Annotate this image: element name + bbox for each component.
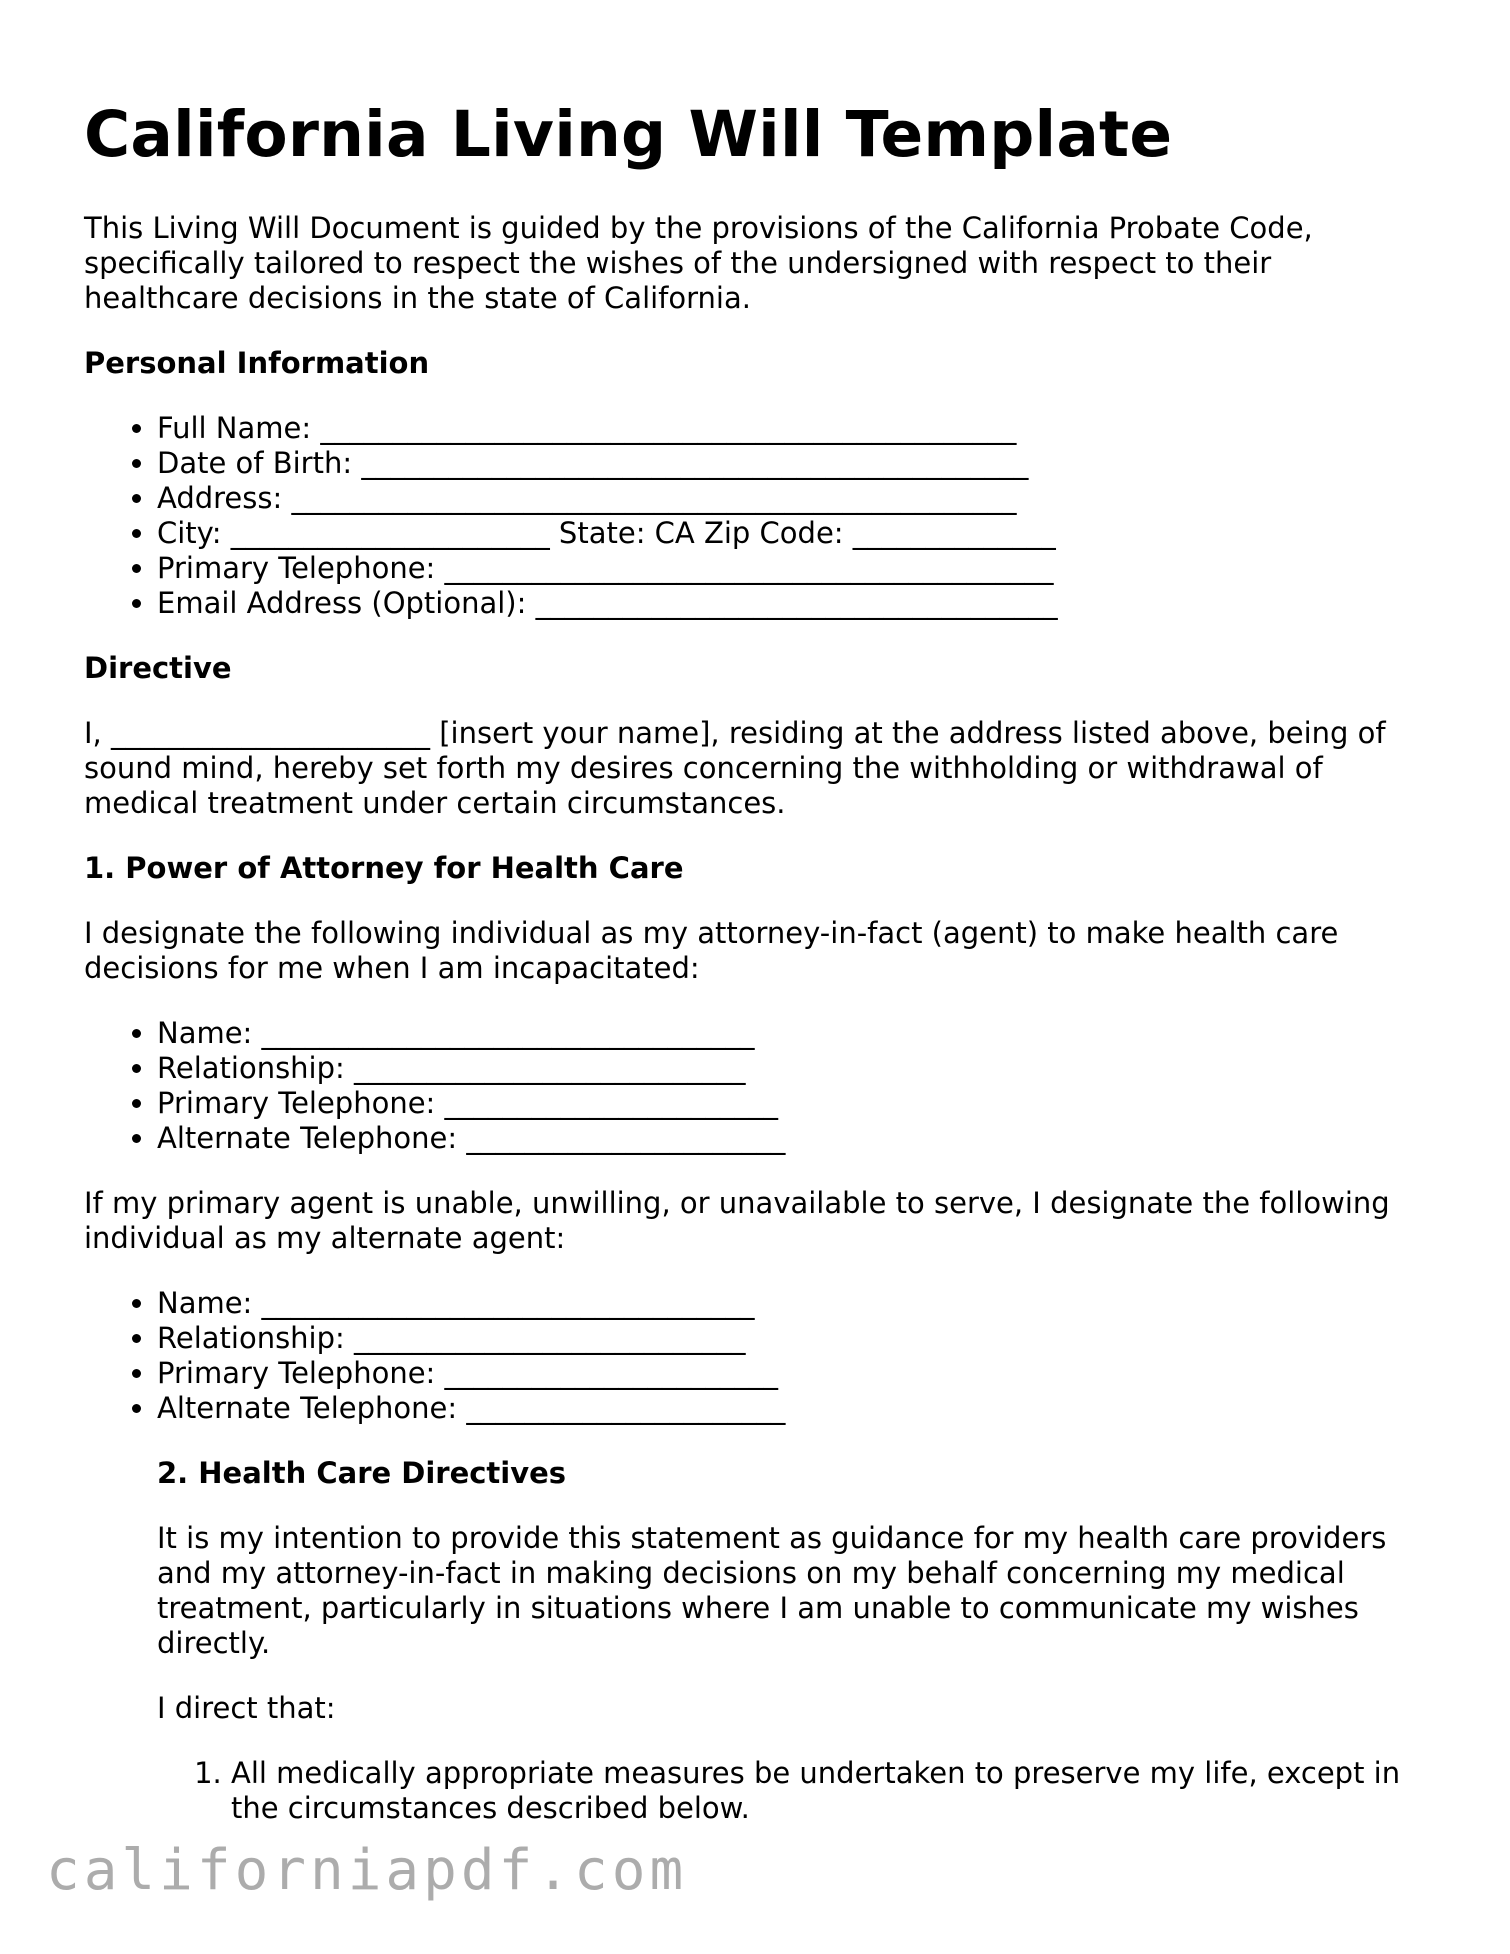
- agent-primary-telephone-field[interactable]: • Primary Telephone: _______________________: [157, 1086, 1434, 1121]
- section2-paragraph: It is my intention to provide this statement as guidance for my health care providers and my attorney-in-fact in making decisions on my behalf concerning my medical treatment, particularly in situations where I am unable to communicate my wishes directly.: [157, 1521, 1387, 1661]
- alternate-agent-paragraph: If my primary agent is unable, unwilling, or unavailable to serve, I designate the following individual as my alternate agent:: [84, 1186, 1390, 1256]
- date-of-birth-field[interactable]: • Date of Birth: ______________________________________________: [157, 446, 1434, 481]
- email-address-field[interactable]: • Email Address (Optional): ____________________________________: [157, 586, 1434, 621]
- agent-name-field[interactable]: • Name: __________________________________: [157, 1016, 1434, 1051]
- direct-intro: I direct that:: [157, 1691, 336, 1726]
- primary-telephone-field[interactable]: • Primary Telephone: __________________________________________: [157, 551, 1434, 586]
- personal-information-list: [84, 411, 1434, 621]
- alt-agent-primary-telephone-field[interactable]: • Primary Telephone: _______________________: [157, 1356, 1434, 1391]
- address-field[interactable]: • Address: __________________________________________________: [157, 481, 1434, 516]
- watermark: californiapdf.com: [46, 1838, 688, 1903]
- primary-agent-list: [84, 1016, 1434, 1156]
- directive-heading: Directive: [84, 651, 232, 686]
- alt-agent-name-field[interactable]: • Name: __________________________________: [157, 1286, 1434, 1321]
- personal-information-heading: Personal Information: [84, 346, 430, 381]
- agent-alternate-telephone-field[interactable]: • Alternate Telephone: ______________________: [157, 1121, 1434, 1156]
- alternate-agent-list: [84, 1286, 1434, 1426]
- directions-list: [157, 1756, 1434, 1826]
- directive-paragraph: I, ______________________ [insert your name], residing at the address listed above, being of sound mind, hereby set forth my desires concerning the withholding or withdrawal of medical treatment under certain circumstances.: [84, 716, 1386, 821]
- intro-paragraph: This Living Will Document is guided by the provisions of the California Probate Code, specifically tailored to respect the wishes of the undersigned with respect to their healthcare decisions in the state of California.: [84, 211, 1313, 316]
- section2-heading: 2. Health Care Directives: [157, 1456, 567, 1491]
- document-page: [84, 100, 1434, 1856]
- city-state-zip-field[interactable]: • City: ______________________ State: CA Zip Code: ______________: [157, 516, 1434, 551]
- document-title: California Living Will Template: [84, 98, 1173, 171]
- agent-relationship-field[interactable]: • Relationship: ___________________________: [157, 1051, 1434, 1086]
- section2-block: [84, 1456, 1434, 1826]
- alt-agent-relationship-field[interactable]: • Relationship: ___________________________: [157, 1321, 1434, 1356]
- section1-heading: 1. Power of Attorney for Health Care: [84, 851, 684, 886]
- section1-paragraph: I designate the following individual as my attorney-in-fact (agent) to make health care decisions for me when I am incapacitated:: [84, 916, 1339, 986]
- direction-item: 1. All medically appropriate measures be undertaken to preserve my life, except in the circumstances described below.: [231, 1756, 1434, 1826]
- full-name-field[interactable]: • Full Name: ________________________________________________: [157, 411, 1434, 446]
- alt-agent-alternate-telephone-field[interactable]: • Alternate Telephone: ______________________: [157, 1391, 1434, 1426]
